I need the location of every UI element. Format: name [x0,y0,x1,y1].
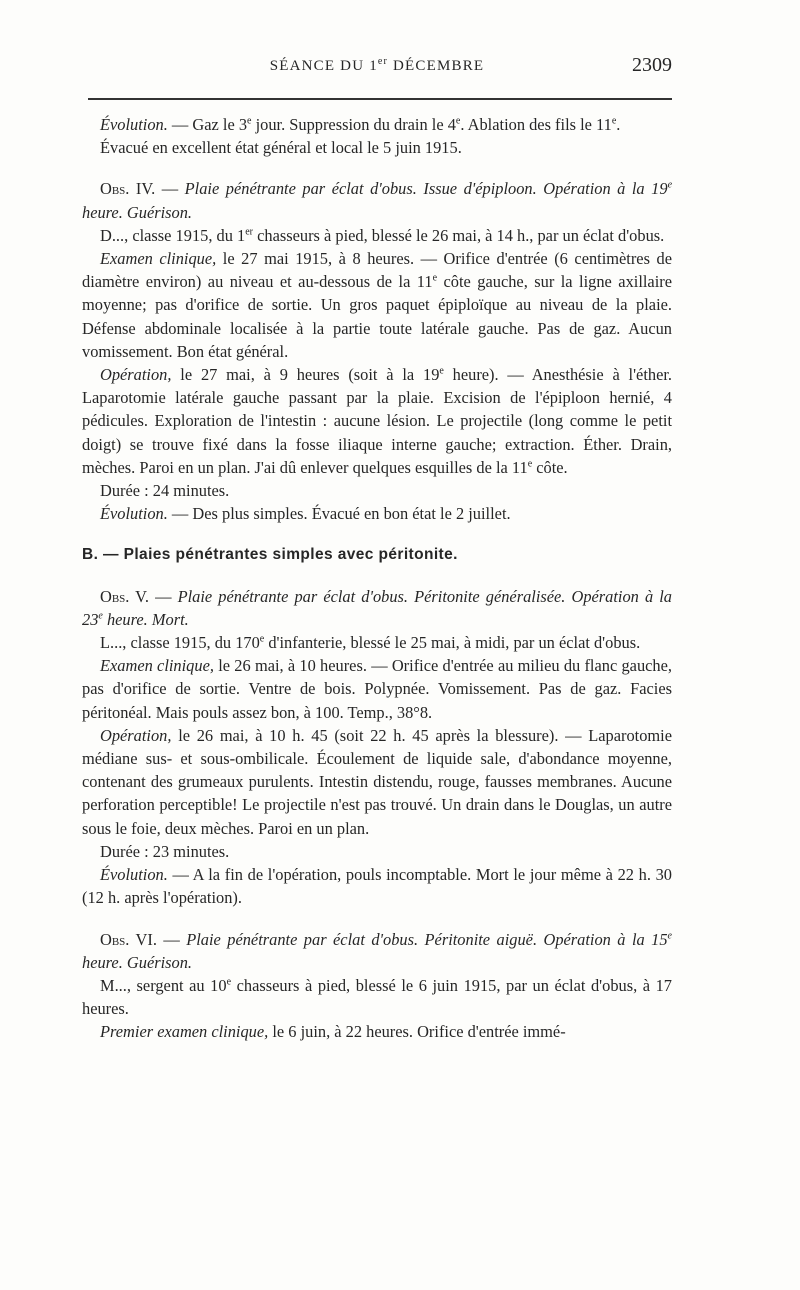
text-run: jour. Suppression du drain le 4 [251,115,456,134]
exam-label: Examen clinique, [100,249,217,269]
exam-label: Premier examen clinique, [100,1022,269,1042]
obs-5-exam [82,654,672,724]
section-heading: B. — Plaies pénétrantes simples avec péritonite. [82,546,458,564]
obs-title: Plaie pénétrante par éclat d'obus. Péritonite aiguë. Opération à la 15 [186,929,668,949]
obs-title-end: heure. Guérison. [82,952,193,972]
text-run: côte. [532,457,568,477]
exam-label: Examen clinique, [100,656,214,676]
page-number: 2309 [632,54,672,76]
obs-title: Plaie pénétrante par éclat d'obus. Issue d'épiploon. Opération à la 19 [184,179,668,199]
spacer [82,567,672,585]
evolution-label: Évolution. [100,504,168,524]
text-run: . Ablation des fils le 11 [460,115,612,134]
superscript: e [432,272,438,284]
evolution-label: Évolution. [100,865,168,885]
text-run: — [155,179,185,199]
text-run: le 27 mai, à 9 heures (soit à la 19 [171,365,440,385]
text-column [82,113,672,1044]
text-run: . [616,115,621,134]
obs-4-heading [82,177,672,223]
text-run: — Des plus simples. Évacué en bon état le 2 juillet. [167,504,511,524]
text-run: le 26 mai, à 10 h. 45 (soit 22 h. 45 après la blessure). — Laparotomie médiane sus- et sous-ombilicale. Écoulement de liquide sale, d'abondance moyenne, contenant des grumeaux purulents. Intestin distendu, rouge, fausses membranes. Aucune perforation perceptible! Le projectile n'est pas trouvé. Un drain dans le Douglas, un autre sous le foie, deux mèches. Paroi en un plan. [82,725,672,838]
superscript: e [259,633,265,645]
spacer [82,525,672,543]
obs-5-heading [82,585,672,631]
obs-5-operation [82,724,672,840]
obs-label: Obs. VI. [100,929,157,949]
superscript: e [667,179,673,191]
operation-label: Opération, [100,725,172,745]
obs-5-evolution [82,863,672,909]
text-run: heure). — Anesthésie à l'éther. Laparotomie latérale gauche passant par la plaie. Excision de l'épiploon hernié, 4 pédicules. Exploration de l'intestin : aucune lésion. Le projectile (long comme le petit doigt) se trouve fixé dans la fosse iliaque interne gauche; extraction. Éther. Drain, mèches. Paroi en un plan. J'ai dû enlever quelques esquilles de la 11 [82,365,672,477]
text-run: — [156,929,187,949]
text-run: chasseurs à pied, blessé le 26 mai, à 14 h., par un éclat d'obus. [253,225,665,245]
superscript: e [667,930,672,942]
obs-label: Obs. IV. [100,179,156,199]
running-title-text: SÉANCE DU 1 [269,58,378,74]
running-title-superscript: er [377,56,389,67]
obs-title-end: heure. Guérison. [82,202,193,222]
obs-4-exam [82,247,672,363]
evolution-label: Évolution. [100,115,168,134]
text-run: — [149,586,178,606]
running-title-text-end: DÉCEMBRE [388,58,485,74]
obs-6-heading [82,928,672,974]
text-run: d'infanterie, blessé le 25 mai, à midi, par un éclat d'obus. [264,633,641,653]
obs-6-exam [82,1020,672,1043]
spacer [82,159,672,177]
superscript: e [226,976,232,988]
text-run: le 27 mai 1915, à 8 heures. — Orifice d'entrée (6 centimètres de diamètre environ) au niveau et au-dessous de la 11 [82,249,672,292]
obs-4-evolution [82,502,672,525]
header-rule [88,98,672,100]
obs-5-patient [82,631,672,654]
superscript: e [611,115,617,127]
operation-label: Opération, [100,365,172,385]
text-run: le 26 mai, à 10 heures. — Orifice d'entrée au milieu du flanc gauche, pas d'orifice de sortie. Ventre de bois. Polypnée. Vomissement. Pas de gaz. Facies péritonéal. Mais pouls assez bon, à 100. Temp., 38°8. [82,656,672,722]
text-run: L..., classe 1915, du 170 [100,633,260,653]
superscript: er [245,226,253,238]
text-run: le 6 juin, à 22 heures. Orifice d'entrée immé- [268,1022,566,1042]
obs-5-duree: Durée : 23 minutes. [100,841,230,861]
obs-4-patient [82,224,672,247]
page-header [82,54,672,88]
superscript: e [439,365,444,377]
text-run: — A la fin de l'opération, pouls incomptable. Mort le jour même à 22 h. 30 (12 h. après l'opération). [82,865,672,908]
text-run: chasseurs à pied, blessé le 6 juin 1915, par un éclat d'obus, à 17 heures. [82,975,672,1019]
obs-title: Plaie pénétrante par éclat d'obus. Péritonite généralisée. Opération à la 23 [82,586,673,629]
spacer [82,910,672,928]
text-run: D..., classe 1915, du 1 [100,225,246,245]
text-run: M..., sergent au 10 [100,975,227,995]
superscript: e [527,458,533,470]
running-title [82,58,672,75]
superscript: e [98,610,103,622]
obs-4-operation [82,363,672,479]
paragraph-evolution-prev [82,113,672,136]
obs-6-patient [82,974,672,1020]
paragraph-evacue-prev: Évacué en excellent état général et local le 5 juin 1915. [100,138,462,158]
obs-4-duree: Durée : 24 minutes. [100,481,230,501]
superscript: e [247,115,252,127]
text-run: côte gauche, sur la ligne axillaire moyenne; pas d'orifice de sortie. Un gros paquet épiploïque au niveau de la plaie. Défense abdominale localisée à la partie toute latérale gauche. Pas de gaz. Aucun vomissement. Bon état général. [82,272,672,361]
superscript: e [455,115,461,127]
obs-label: Obs. V. [100,586,150,606]
obs-title-end: heure. Mort. [102,609,189,629]
text-run: — Gaz le 3 [167,115,248,134]
